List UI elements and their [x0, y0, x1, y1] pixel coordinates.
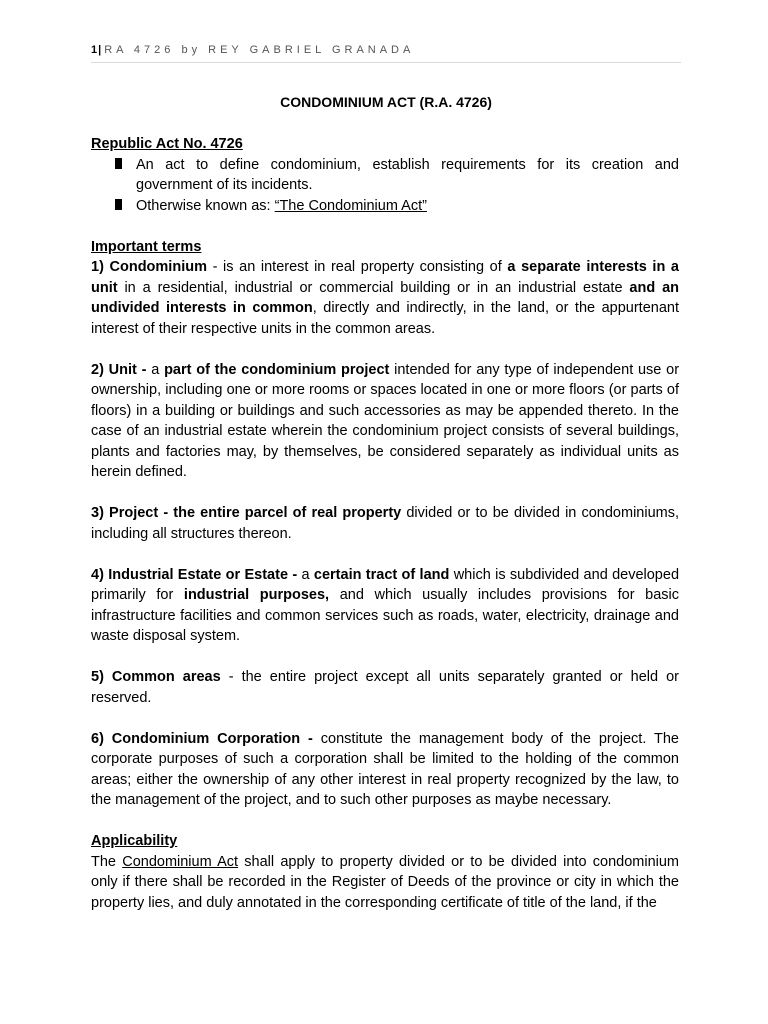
term-common-areas — [91, 667, 679, 708]
term-label: 5) Common areas — [91, 669, 221, 685]
term-text: a — [297, 566, 314, 583]
term-label: 4) Industrial Estate or Estate - — [91, 566, 298, 583]
term-condominium-corporation — [91, 729, 679, 811]
page-header — [91, 44, 681, 56]
square-bullet-icon — [115, 158, 122, 169]
term-condominium — [91, 257, 679, 339]
condominium-act-link[interactable]: “The Condominium Act” — [274, 197, 427, 214]
term-emphasis: certain tract of land — [313, 566, 450, 583]
term-text: which is subdivided and developed primarily for — [91, 566, 680, 603]
term-emphasis: part of the condominium project — [164, 361, 390, 378]
republic-act-bullets — [91, 155, 679, 217]
term-label: 6) Condominium Corporation - — [91, 730, 313, 747]
header-separator: | — [98, 44, 105, 56]
term-text: - is an interest in real property consisting of — [206, 259, 508, 275]
term-label: 1) Condominium — [91, 259, 207, 275]
important-terms-heading: Important terms — [91, 238, 202, 255]
term-text: , directly and indirectly, in the land, or the appurtenant interest of their respective units in the common areas. — [91, 300, 679, 337]
term-text: a — [146, 361, 165, 378]
term-text: constitute the management body of the project. The corporate purposes of such a corporation shall be limited to the holding of the common areas; either the ownership of any other interest in real property recognized by the law, to the management of the project, and to such other purposes as maybe necessary. — [91, 730, 679, 808]
document-body — [91, 134, 679, 913]
term-text: in a residential, industrial or commercial building or in an industrial estate — [117, 279, 630, 296]
term-unit — [91, 360, 679, 483]
square-bullet-icon — [115, 199, 122, 210]
term-label: 2) Unit - — [91, 361, 147, 378]
term-text: intended for any type of independent use or ownership, including one or more rooms or spaces located in one or more floors (or parts of floors) in a building or buildings and such accessories as may be appended thereto. In the case of an industrial estate wherein the condominium project consists of several buildings, plants and factories may, by themselves, be considered separately as individual units as herein defined. — [91, 361, 680, 480]
term-text: and which usually includes provisions for basic infrastructure facilities and common services such as roads, water, electricity, drainage and waste disposal system. — [91, 587, 679, 644]
bullet-text: An act to define condominium, establish requirements for its creation and government of its incidents. — [136, 156, 679, 193]
applicability-text — [91, 852, 679, 914]
paragraph-text: The — [91, 853, 123, 870]
document-title: CONDOMINIUM ACT (R.A. 4726) — [280, 94, 492, 110]
header-text: RA 4726 by REY GABRIEL GRANADA — [104, 44, 415, 56]
term-emphasis: and an undivided interests in common — [91, 279, 679, 316]
term-project — [91, 503, 679, 544]
term-emphasis: industrial purposes, — [183, 587, 330, 603]
list-item — [91, 155, 679, 196]
term-industrial-estate — [91, 565, 679, 647]
republic-act-heading: Republic Act No. 4726 — [91, 136, 243, 152]
bullet-text: Otherwise known as: — [136, 197, 275, 214]
condominium-act-link[interactable]: Condominium Act — [122, 853, 239, 870]
list-item — [91, 196, 679, 217]
header-rule — [91, 62, 681, 63]
term-emphasis: a separate interests in a unit — [91, 259, 679, 296]
term-text: divided or to be divided in condominiums, including all structures thereon. — [91, 505, 679, 542]
applicability-heading: Applicability — [91, 833, 178, 849]
page-number: 1 — [91, 44, 99, 56]
term-text: - the entire project except all units separately granted or held or reserved. — [91, 669, 679, 706]
paragraph-text: shall apply to property divided or to be divided into condominium only if there shall be recorded in the Register of Deeds of the province or city in which the property lies, and duly annotated in the corresponding certificate of title of the land, if the — [91, 853, 679, 911]
term-label: 3) Project - the entire parcel of real property — [91, 505, 402, 521]
